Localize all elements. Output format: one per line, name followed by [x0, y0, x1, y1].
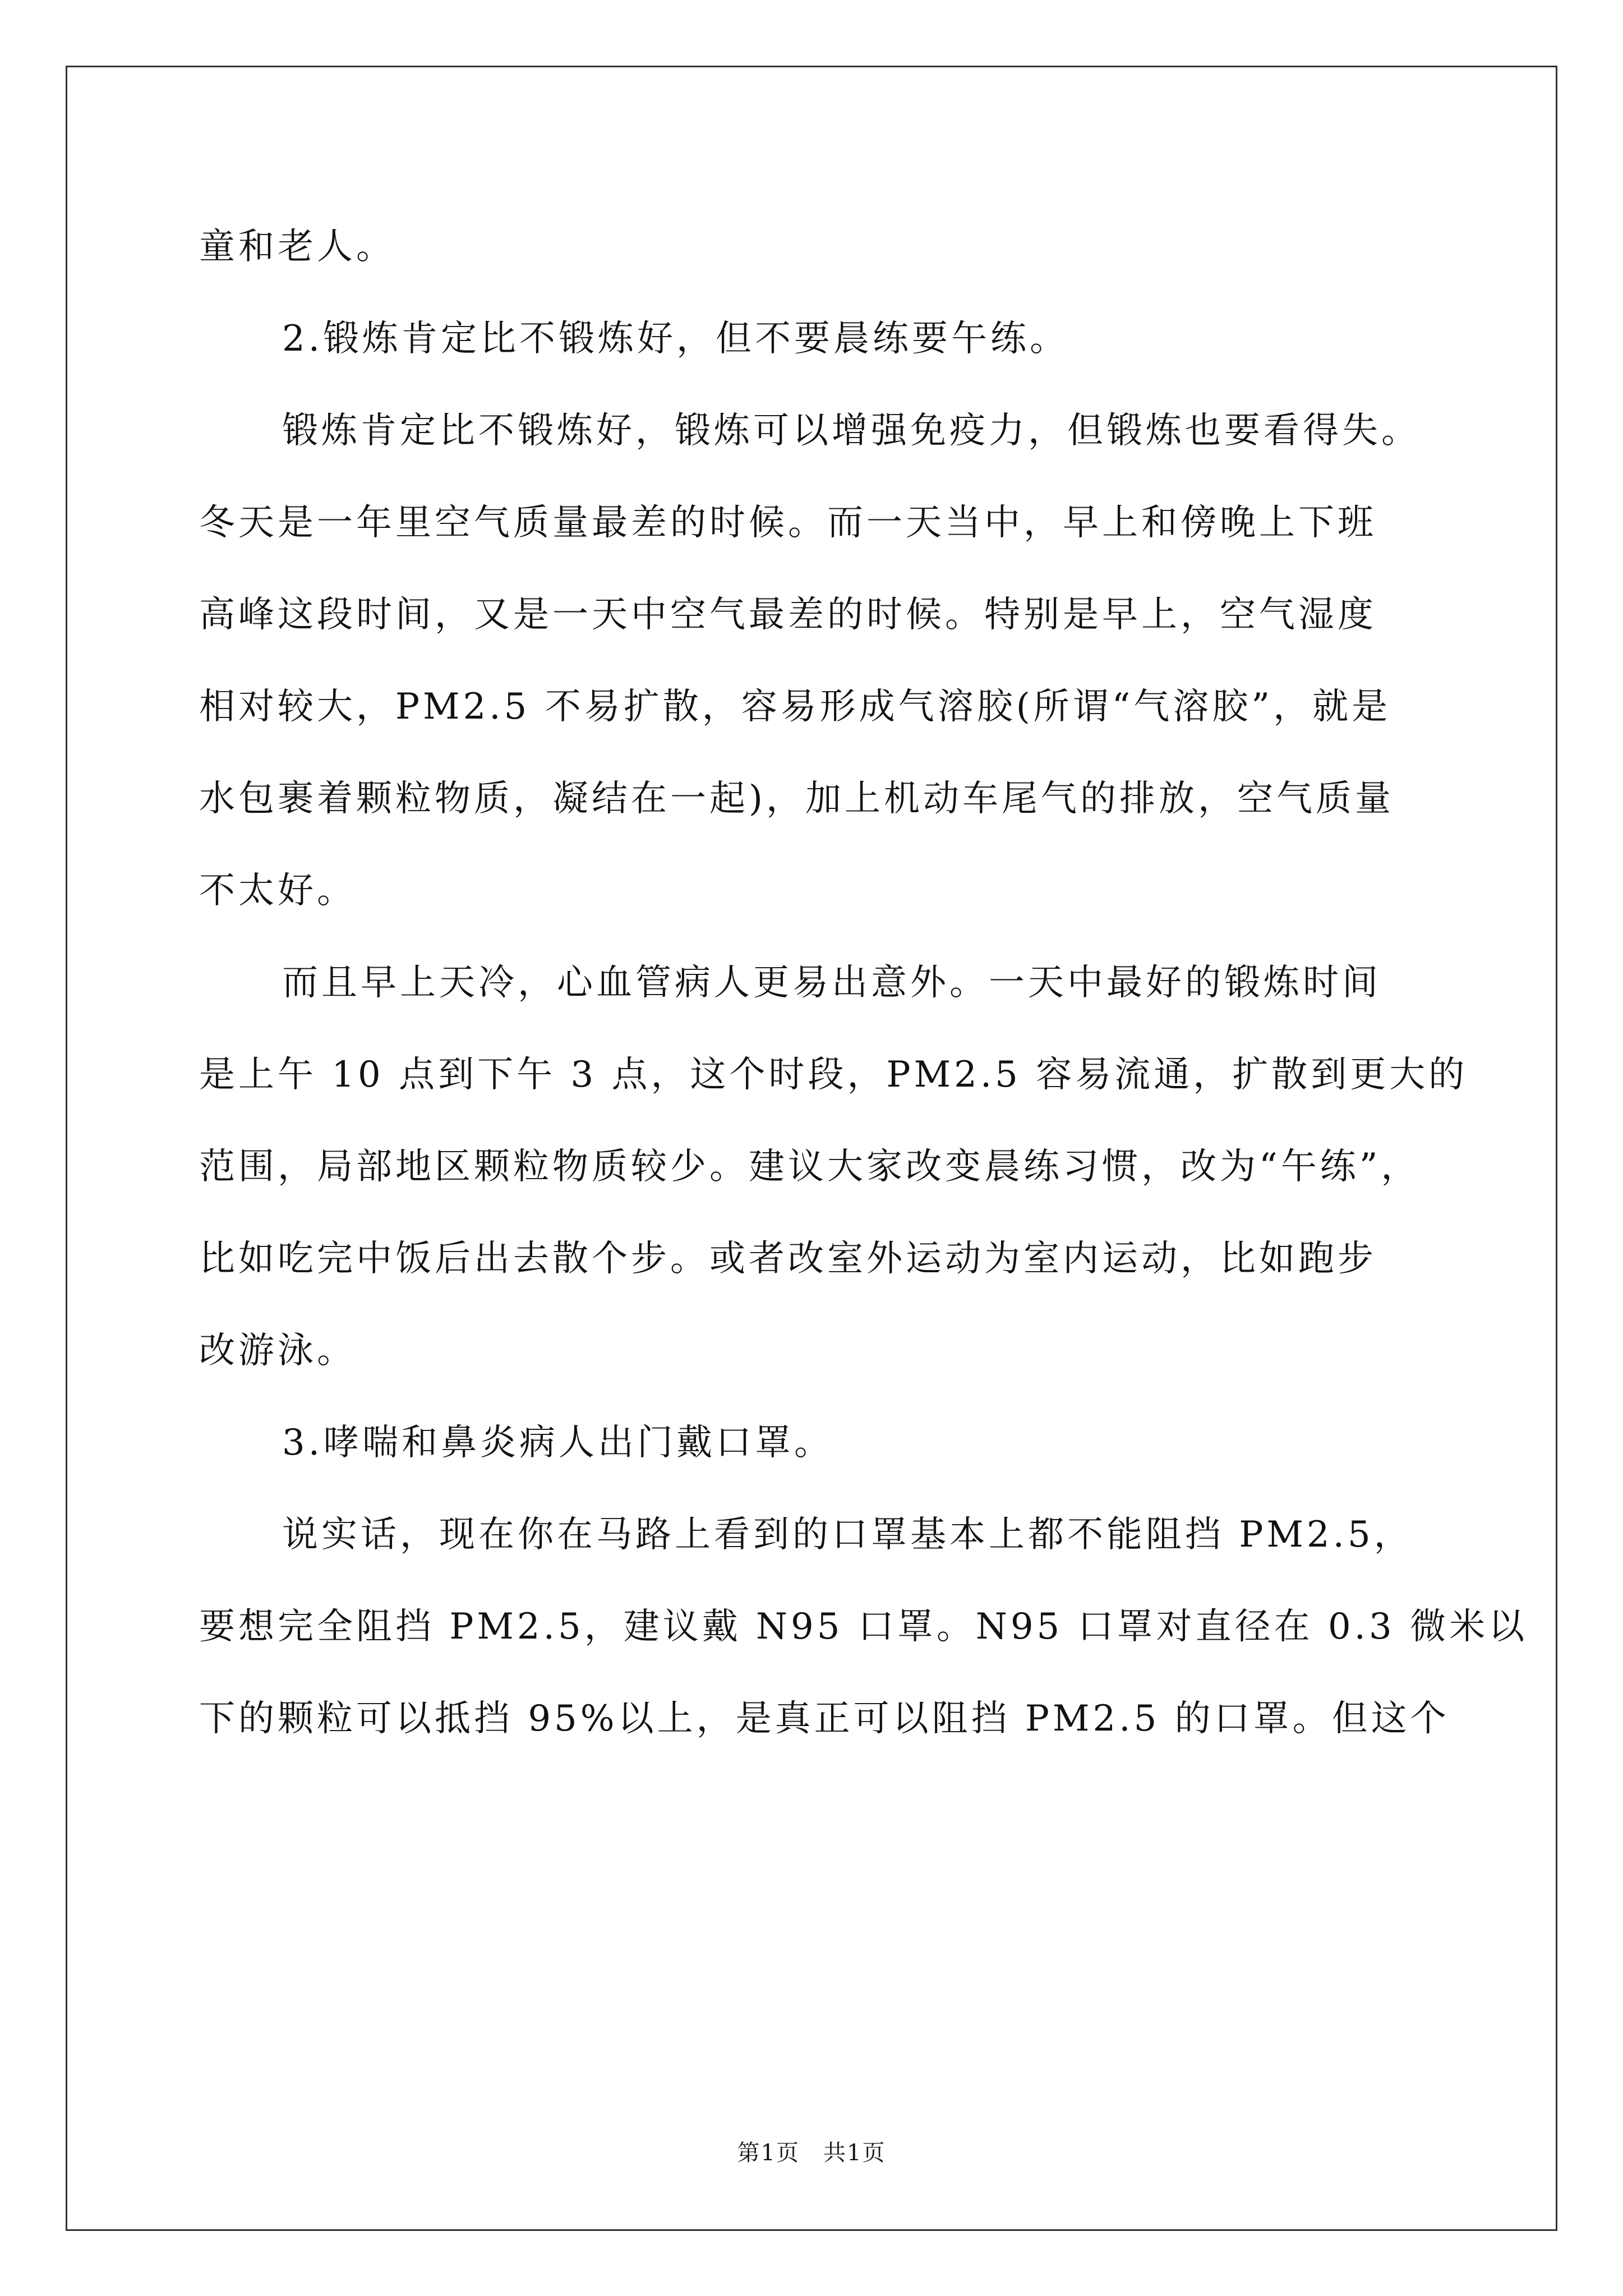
text-line: 说实话，现在你在马路上看到的口罩基本上都不能阻挡 PM2.5，	[282, 1514, 1413, 1556]
text-line: 改游泳。	[199, 1330, 356, 1372]
document-body	[199, 219, 1528, 1783]
text-line: 2.锻炼肯定比不锻炼好，但不要晨练要午练。	[282, 318, 1069, 360]
text-line: 下的颗粒可以抵挡 95%以上，是真正可以阻挡 PM2.5 的口罩。但这个	[199, 1698, 1450, 1740]
text-line: 3.哮喘和鼻炎病人出门戴口罩。	[282, 1422, 834, 1464]
text-line: 水包裹着颗粒物质，凝结在一起)，加上机动车尾气的排放，空气质量	[199, 778, 1394, 820]
text-line: 范围，局部地区颗粒物质较少。建议大家改变晨练习惯，改为“午练”，	[199, 1146, 1421, 1188]
text-line: 是上午 10 点到下午 3 点，这个时段，PM2.5 容易流通，扩散到更大的	[199, 1054, 1468, 1096]
text-line: 童和老人。	[199, 226, 395, 268]
text-line: 冬天是一年里空气质量最差的时候。而一天当中，早上和傍晚上下班	[199, 502, 1377, 544]
page-footer: 第1页 共1页	[737, 2140, 886, 2166]
text-line: 不太好。	[199, 870, 356, 912]
text-line: 而且早上天冷，心血管病人更易出意外。一天中最好的锻炼时间	[282, 962, 1381, 1004]
text-line: 锻炼肯定比不锻炼好，锻炼可以增强免疫力，但锻炼也要看得失。	[282, 410, 1421, 452]
text-line: 比如吃完中饭后出去散个步。或者改室外运动为室内运动，比如跑步	[199, 1238, 1377, 1280]
text-line: 要想完全阻挡 PM2.5，建议戴 N95 口罩。N95 口罩对直径在 0.3 微米以	[199, 1606, 1528, 1648]
text-line: 相对较大，PM2.5 不易扩散，容易形成气溶胶(所谓“气溶胶”，就是	[199, 686, 1391, 728]
text-line: 高峰这段时间，又是一天中空气最差的时候。特别是早上，空气湿度	[199, 594, 1377, 636]
